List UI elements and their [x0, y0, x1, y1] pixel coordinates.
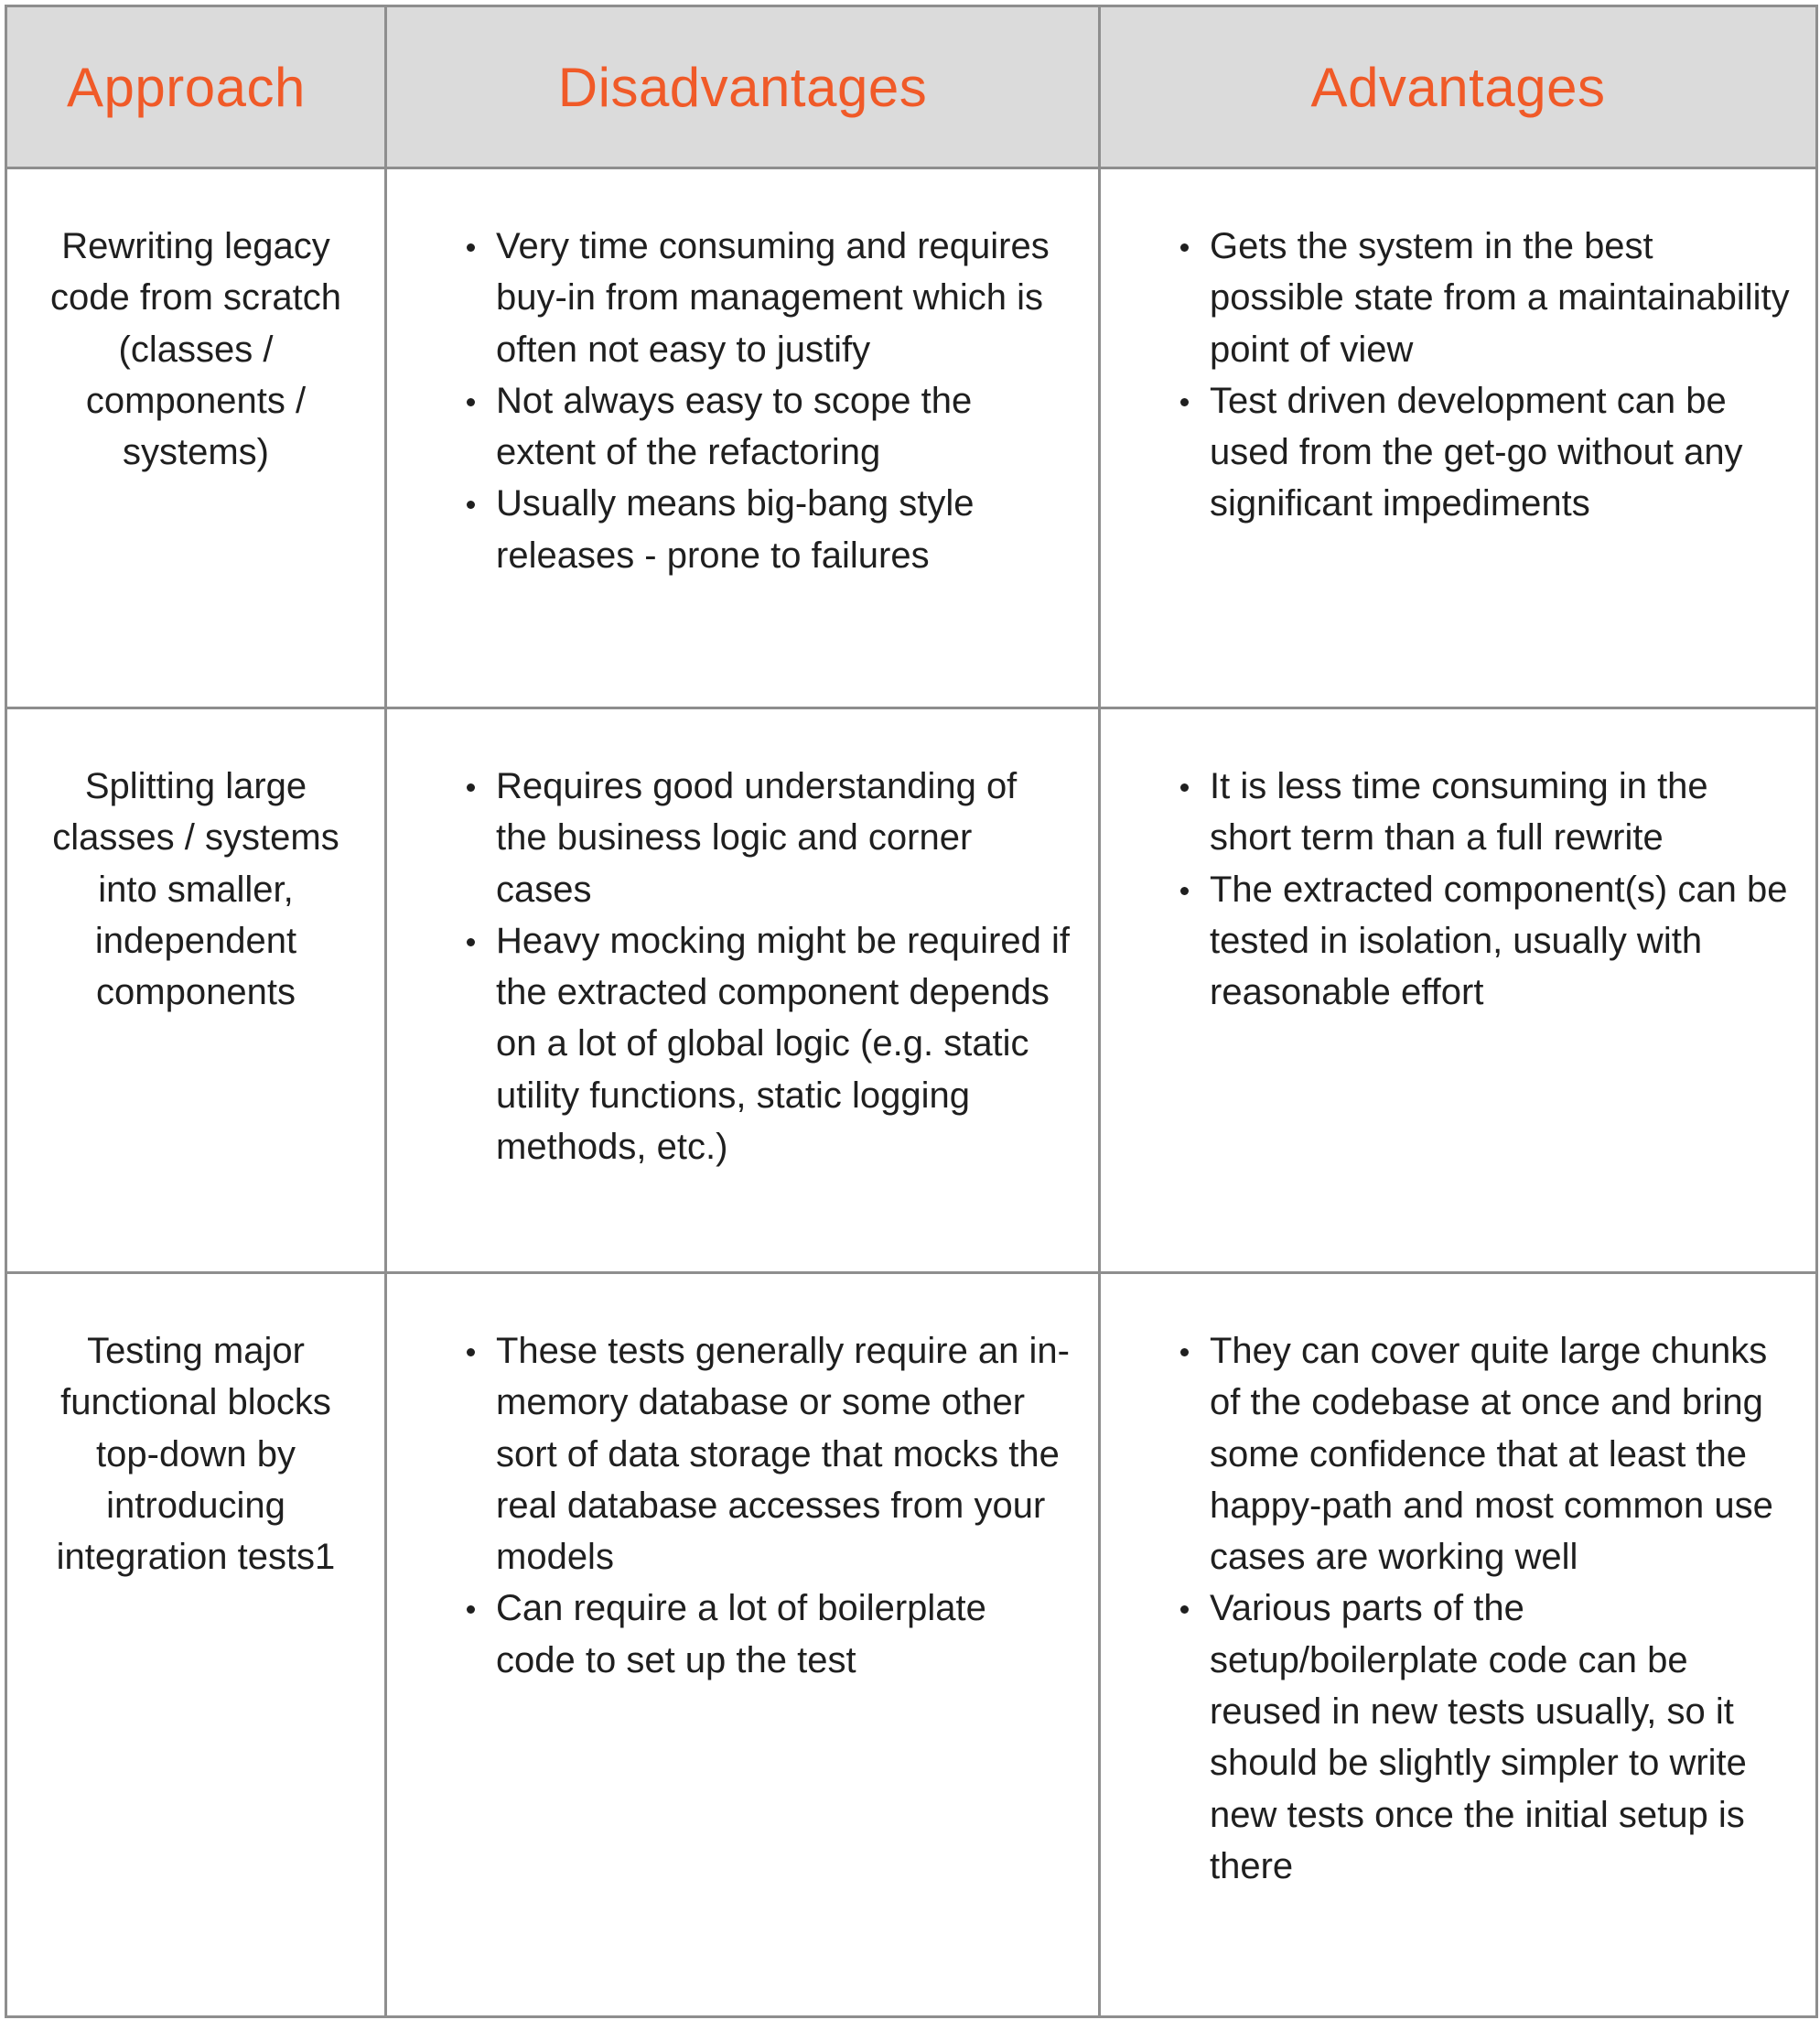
table-row: [6, 1273, 1817, 2017]
list-item: It is less time consuming in the short term than a full rewrite: [1179, 761, 1797, 864]
disadvantages-cell: [386, 168, 1100, 708]
comparison-table-container: [5, 5, 1815, 2015]
list-item: Very time consuming and requires buy-in from management which is often not easy to justify: [465, 221, 1071, 375]
table-row: [6, 708, 1817, 1273]
header-row: [6, 6, 1817, 168]
advantages-cell: [1100, 168, 1817, 708]
advantages-list: [1179, 221, 1797, 530]
advantages-list: [1179, 761, 1797, 1018]
list-item: Test driven development can be used from the get-go without any significant impediments: [1179, 375, 1797, 530]
advantages-cell: [1100, 708, 1817, 1273]
list-item: Usually means big-bang style releases - prone to failures: [465, 478, 1071, 581]
advantages-list: [1179, 1325, 1797, 1892]
disadvantages-list: [465, 221, 1071, 581]
table-row: [6, 168, 1817, 708]
list-item: These tests generally require an in-memory database or some other sort of data storage that mocks the real database accesses from your models: [465, 1325, 1071, 1583]
approach-cell: Rewriting legacy code from scratch (classes / components / systems): [6, 168, 386, 708]
list-item: Requires good understanding of the business logic and corner cases: [465, 761, 1071, 915]
header-disadvantages: Disadvantages: [386, 6, 1100, 168]
approach-cell: Splitting large classes / systems into smaller, independent components: [6, 708, 386, 1273]
disadvantages-cell: [386, 1273, 1100, 2017]
disadvantages-list: [465, 761, 1071, 1172]
approach-cell: Testing major functional blocks top-down by introducing integration tests1: [6, 1273, 386, 2017]
list-item: They can cover quite large chunks of the codebase at once and bring some confidence that at least the happy-path and most common use cases are working well: [1179, 1325, 1797, 1583]
advantages-cell: [1100, 1273, 1817, 2017]
header-approach: Approach: [6, 6, 386, 168]
header-advantages: Advantages: [1100, 6, 1817, 168]
list-item: Gets the system in the best possible state from a maintainability point of view: [1179, 221, 1797, 375]
comparison-table: [5, 5, 1818, 2018]
list-item: Not always easy to scope the extent of the refactoring: [465, 375, 1071, 479]
disadvantages-cell: [386, 708, 1100, 1273]
list-item: Can require a lot of boilerplate code to set up the test: [465, 1583, 1071, 1686]
disadvantages-list: [465, 1325, 1071, 1686]
list-item: Various parts of the setup/boilerplate code can be reused in new tests usually, so it should be slightly simpler to write new tests once the initial setup is there: [1179, 1583, 1797, 1892]
list-item: Heavy mocking might be required if the extracted component depends on a lot of global logic (e.g. static utility functions, static logging methods, etc.): [465, 915, 1071, 1172]
list-item: The extracted component(s) can be tested in isolation, usually with reasonable effort: [1179, 864, 1797, 1019]
